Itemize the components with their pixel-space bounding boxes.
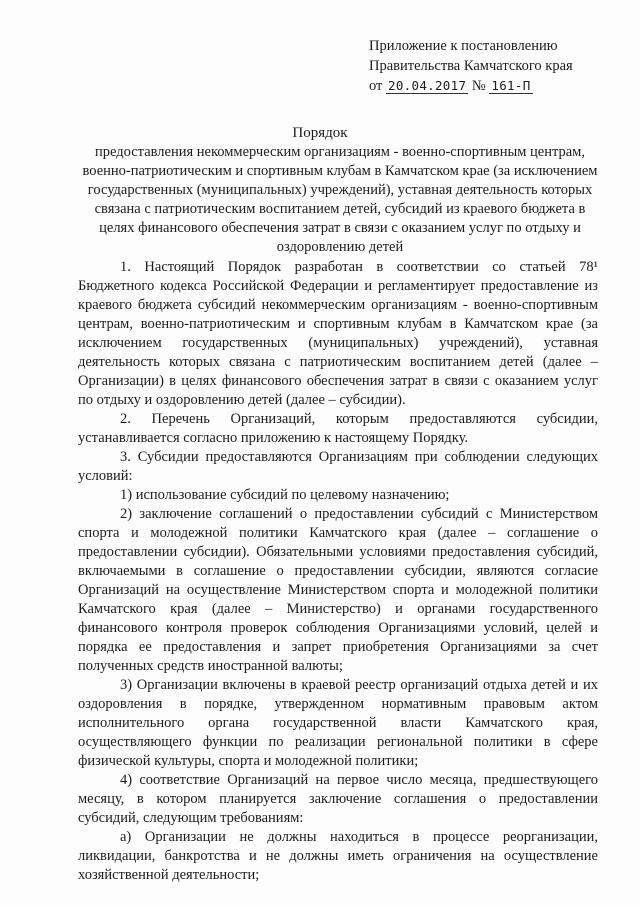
paragraph: 1. Настоящий Порядок разработан в соответствии со статьей 78¹ Бюджетного кодекса Российской Федерации и регламентирует предоставление из краевого бюджета субсидий некоммерческим организациям - военно-спортивным центрам, военно-патриотическим и спортивным клубам в Камчатском крае (за исключением государственных (муниципальных) учреждений), уставная деятельность которых связана с патриотическим воспитанием детей (далее – Организации) в целях финансового обеспечения затрат в связи с оказанием услуг по отдыху и оздоровлению детей (далее – субсидии). (78, 259, 598, 408)
paragraph: 2) заключение соглашений о предоставлении субсидий с Министерством спорта и молодежной политики Камчатского края (далее – соглашение о предоставлении субсидии). Обязательными условиями предоставления субсидий, включаемыми в соглашение о предоставлении субсидии, являются согласие Организаций на осуществление Министерством спорта и молодежной политики Камчатского края (далее – Министерство) и органами государственного финансового контроля проверок соблюдения Организациями условий, целей и порядка ее предоставления и запрет приобретения Организациями за счет полученных средств иностранной валюты; (78, 506, 598, 674)
approval-line-1: Приложение к постановлению (369, 38, 558, 54)
resolution-date: 20.04.2017 (388, 78, 467, 93)
approval-line-2: Правительства Камчатского края (369, 58, 573, 74)
paragraph: 2. Перечень Организаций, которым предоставляются субсидии, устанавливается согласно приложению к настоящему Порядку. (78, 411, 598, 446)
document-title: Порядок (292, 125, 348, 141)
paragraph: 1) использование субсидий по целевому назначению; (120, 487, 450, 503)
paragraph: а) Организации не должны находиться в процессе реорганизации, ликвидации, банкротства и не должны иметь ограничения на осуществление хозяйственной деятельности; (78, 829, 598, 883)
approval-date-line (369, 76, 573, 96)
number-prefix: № (471, 78, 486, 94)
date-prefix: от (369, 78, 383, 94)
paragraph: 3) Организации включены в краевой реестр организаций отдыха детей и их оздоровления в порядке, утвержденном нормативным правовым актом исполнительного органа государственной власти Камчатского края, осуществляющего функции по реализации региональной политики в сфере физической культуры, спорта и молодежной политики; (78, 677, 598, 769)
document-body (78, 258, 598, 885)
paragraph: 4) соответствие Организаций на первое число месяца, предшествующего месяцу, в котором планируется заключение соглашения о предоставлении субсидий, следующим требованиям: (78, 772, 598, 826)
paragraph: 3. Субсидии предоставляются Организациям при соблюдении следующих условий: (78, 449, 598, 484)
document-subtitle: предоставления некоммерческим организациям - военно-спортивным центрам, военно-патриотическим и спортивным клубам в Камчатском крае (за исключением государственных (муниципальных) учреждений), уставная деятельность которых связана с патриотическим воспитанием детей, субсидий из краевого бюджета в целях финансового обеспечения затрат в связи с оказанием услуг по отдыху и оздоровлению детей (82, 144, 598, 255)
resolution-number: 161-П (491, 78, 531, 93)
approval-stamp (369, 36, 573, 96)
